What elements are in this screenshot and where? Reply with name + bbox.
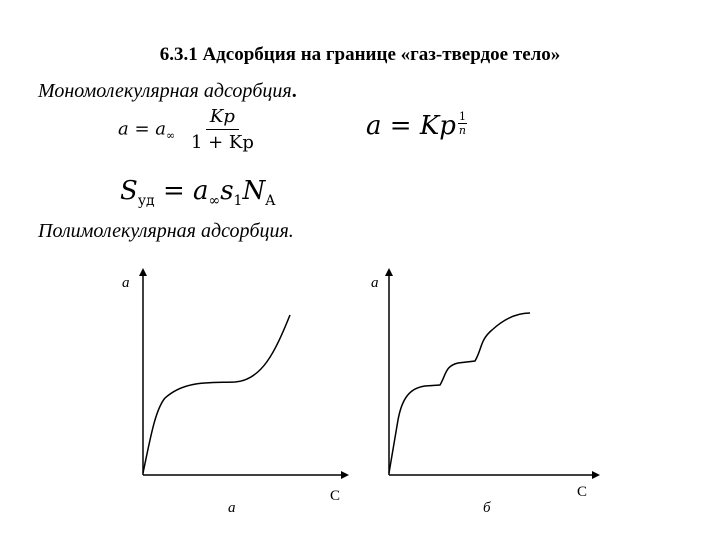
eq3-s-sub: уд: [137, 193, 155, 210]
graph-right: [371, 272, 596, 516]
right-isotherm-curve: [389, 313, 530, 473]
right-y-label: a: [371, 275, 379, 291]
eq3-s1-sub: 1: [233, 193, 243, 210]
section-title: 6.3.1 Адсорбция на границе «газ-твердое тело»: [159, 44, 561, 65]
eq3-a-sub: ∞: [208, 193, 221, 210]
eq2-exp-den: n: [458, 124, 466, 137]
right-x-label: C: [577, 484, 588, 500]
eq1-a-inf: a: [155, 118, 167, 140]
eq3-n-sub: A: [265, 193, 276, 210]
eq1-equals: =: [134, 118, 150, 140]
left-y-label: a: [122, 275, 130, 291]
eq3-a: a: [193, 176, 209, 206]
right-caption: б: [483, 500, 491, 516]
eq1-lhs: a: [118, 118, 129, 140]
left-isotherm-curve: [143, 315, 290, 473]
eq1-inf-sub: ∞: [166, 129, 176, 143]
eq3-s1: s: [220, 176, 234, 206]
left-x-label: C: [330, 488, 341, 504]
eq2-k: K: [419, 111, 440, 141]
eq2-exp-num: 1: [458, 110, 466, 123]
poly-heading: Полимолекулярная адсорбция.: [38, 220, 294, 242]
left-caption: а: [228, 500, 236, 516]
eq3-s: S: [120, 176, 138, 206]
eq1-numerator: Kp: [206, 106, 239, 130]
graph-left: [122, 272, 345, 516]
mono-heading-text: Мономолекулярная адсорбция: [38, 80, 292, 102]
eq3-n: N: [242, 176, 266, 206]
eq2-p: p: [439, 111, 456, 141]
eq1-denominator: 1 + Kp: [190, 132, 254, 153]
eq3-equals: =: [162, 176, 185, 206]
eq2-lhs: a: [366, 111, 382, 141]
eq2-equals: =: [389, 111, 412, 141]
mono-heading-period: .: [291, 80, 297, 102]
